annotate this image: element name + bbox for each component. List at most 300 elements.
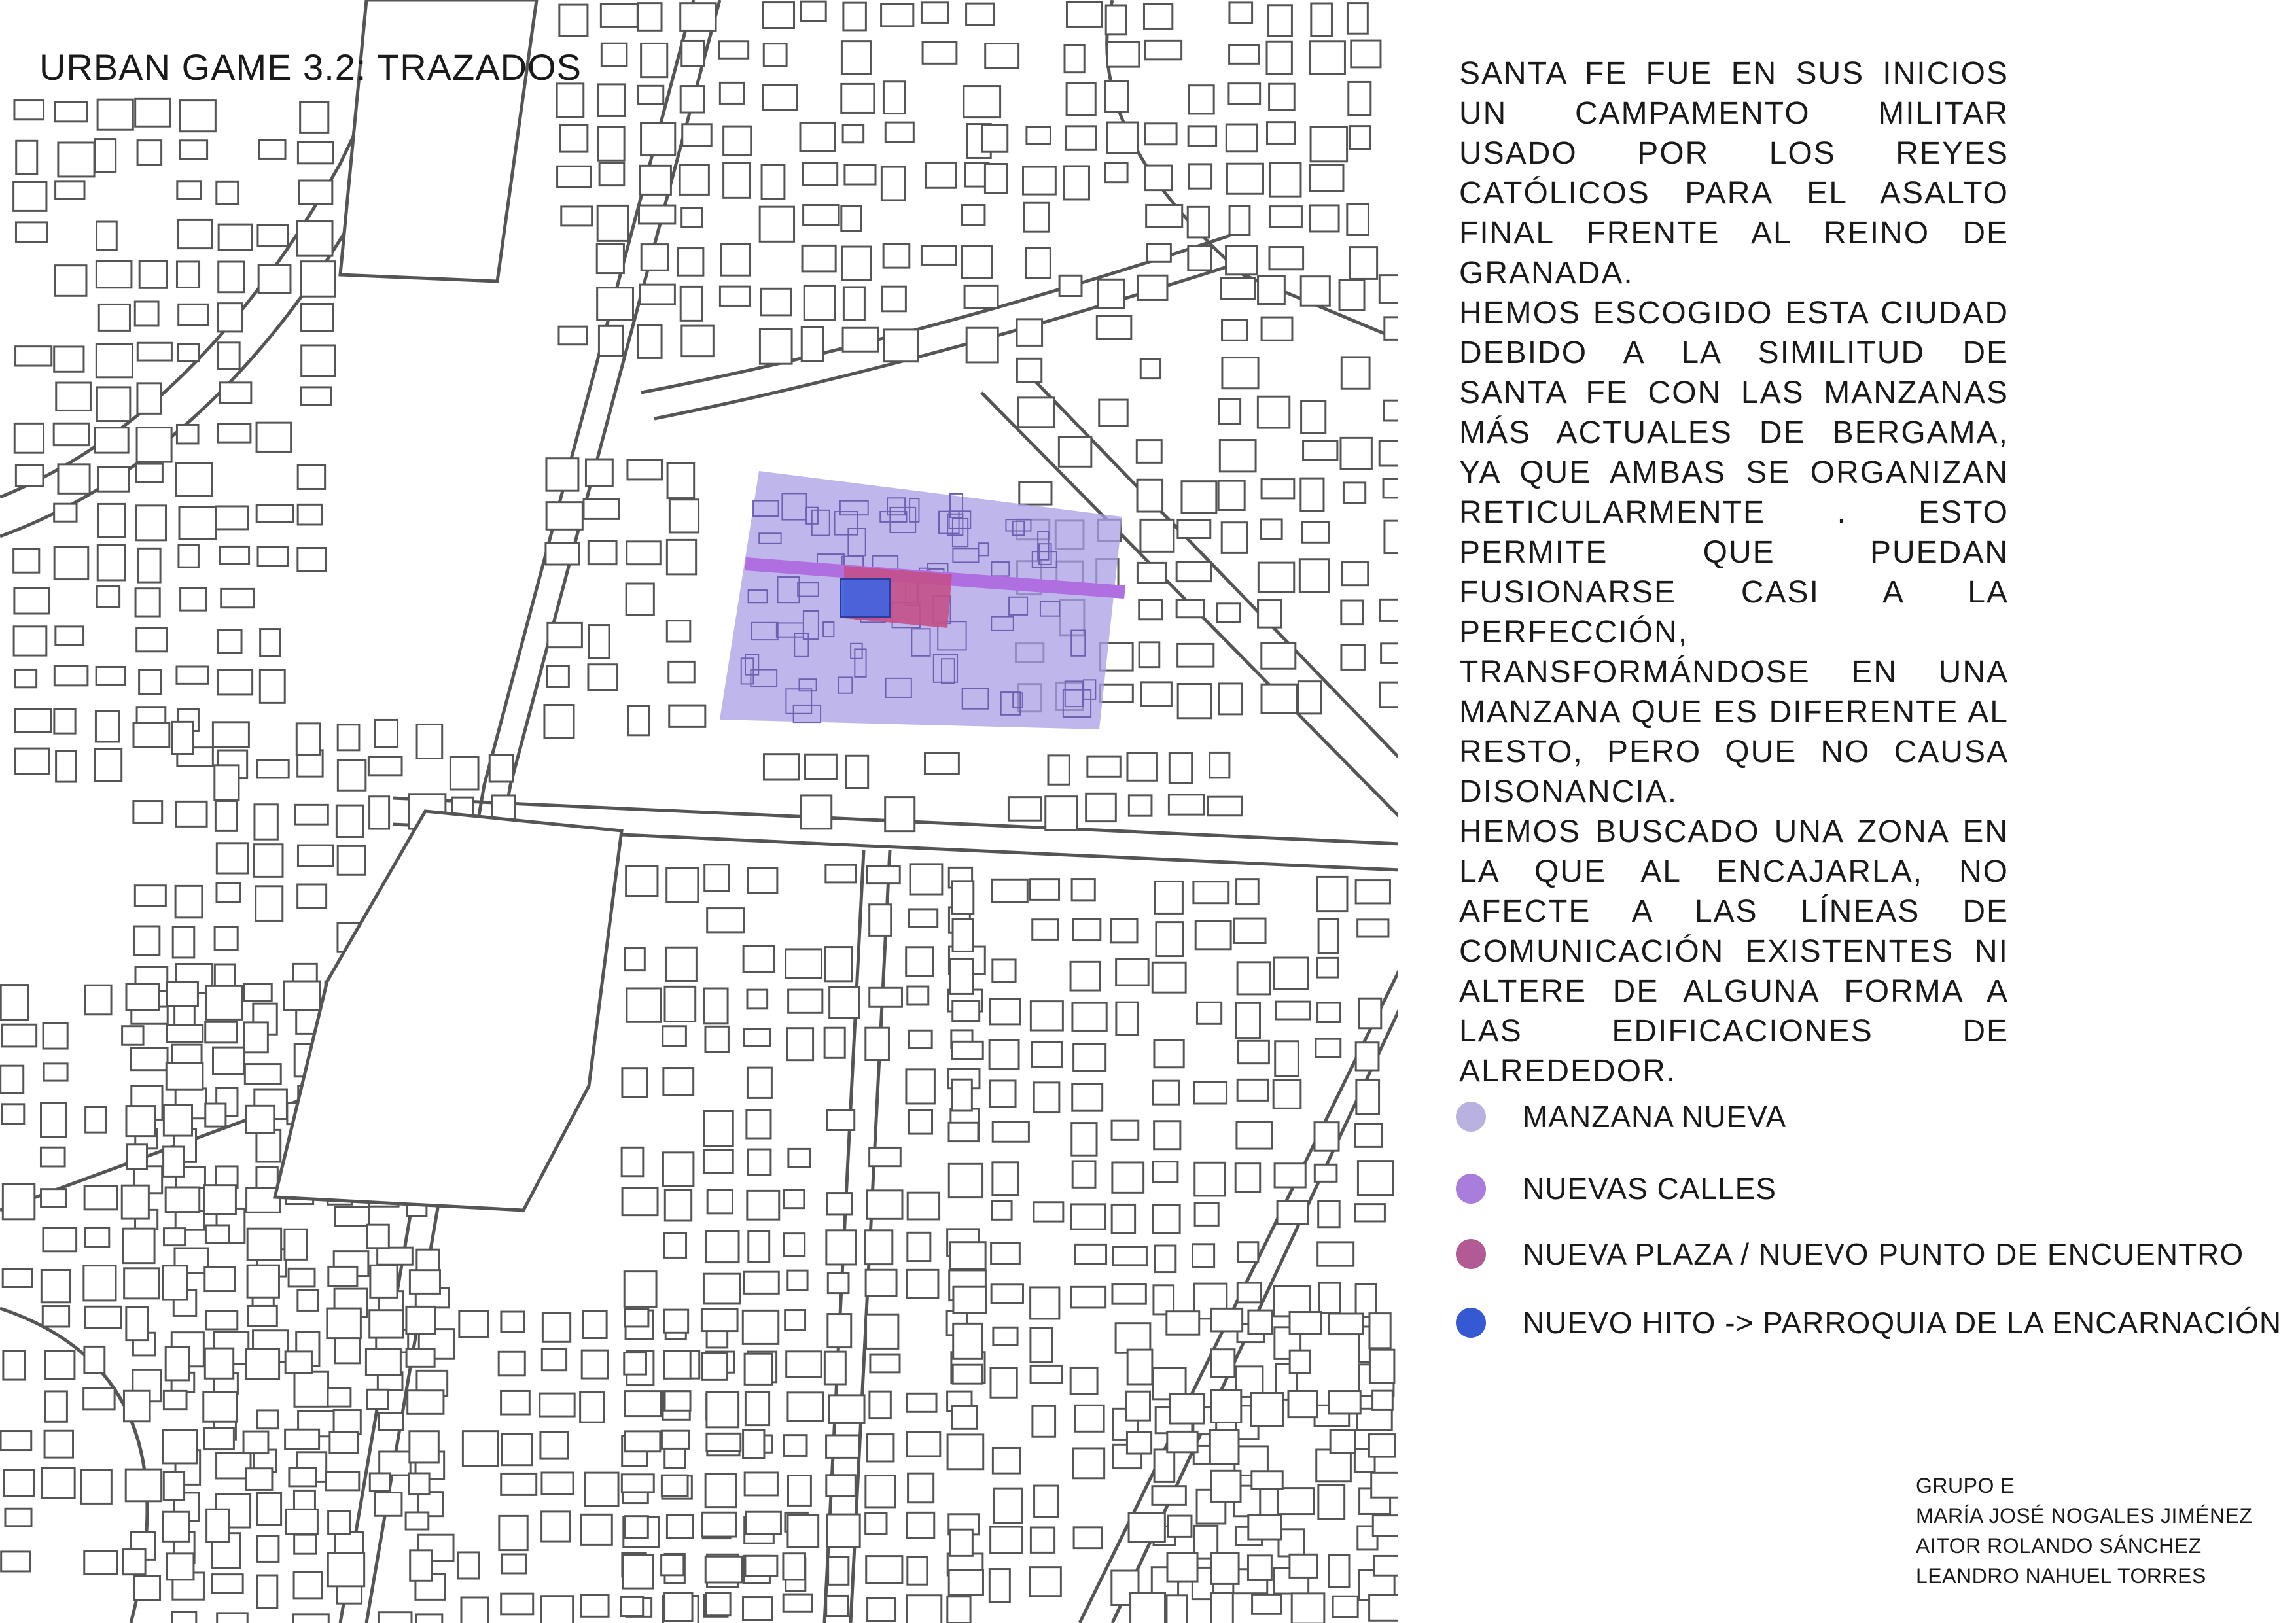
building: [801, 1, 826, 21]
building: [743, 1597, 773, 1620]
building: [1301, 478, 1324, 510]
building: [97, 387, 130, 421]
building: [868, 1598, 896, 1621]
building: [14, 101, 44, 120]
building: [841, 84, 874, 113]
building: [43, 1228, 77, 1251]
building: [597, 288, 633, 320]
building: [98, 467, 129, 491]
building: [1067, 2, 1101, 27]
building: [803, 163, 838, 185]
building: [15, 669, 36, 687]
building: [885, 797, 915, 831]
building: [298, 845, 333, 866]
building: [1195, 1162, 1225, 1196]
building: [163, 1512, 189, 1541]
building: [501, 1391, 530, 1414]
building: [982, 125, 1008, 152]
building: [56, 383, 91, 410]
building: [126, 1106, 155, 1136]
building: [680, 3, 716, 31]
building: [707, 909, 744, 932]
building: [1273, 1080, 1301, 1109]
building: [1302, 522, 1329, 542]
building: [1211, 1553, 1239, 1584]
building: [746, 1512, 781, 1534]
building: [1303, 441, 1337, 460]
building: [1341, 645, 1364, 670]
building: [1171, 1394, 1204, 1423]
building: [1318, 1485, 1345, 1519]
building: [1262, 317, 1292, 340]
description-text: [1459, 54, 2009, 1091]
building: [624, 1272, 656, 1307]
building: [1073, 1448, 1104, 1478]
building: [245, 984, 272, 1002]
building: [1167, 1553, 1197, 1582]
building: [256, 886, 283, 921]
building: [662, 1555, 684, 1575]
building: [289, 1468, 316, 1486]
building: [1238, 1242, 1258, 1262]
building: [461, 1597, 488, 1623]
building: [328, 1266, 357, 1285]
building: [1237, 1283, 1261, 1302]
building: [1178, 684, 1211, 718]
building: [328, 1388, 351, 1406]
building: [1329, 1314, 1363, 1335]
building: [1, 985, 28, 1021]
building: [1074, 1044, 1106, 1071]
building: [1356, 881, 1390, 903]
building: [680, 86, 704, 113]
building: [212, 1575, 243, 1593]
building: [131, 1048, 168, 1070]
building: [542, 1313, 570, 1342]
building: [1030, 1567, 1061, 1596]
building: [1211, 1308, 1243, 1331]
building: [221, 589, 254, 607]
building: [1075, 1405, 1104, 1431]
building: [949, 1164, 982, 1197]
building: [1137, 440, 1161, 463]
building: [559, 326, 587, 345]
building: [1356, 1284, 1376, 1317]
building: [1226, 124, 1257, 152]
building: [546, 543, 580, 565]
building: [993, 1327, 1017, 1345]
building: [179, 304, 208, 325]
building: [96, 344, 132, 377]
building: [783, 1554, 805, 1580]
building: [298, 465, 325, 489]
building: [1034, 1202, 1063, 1221]
building: [136, 506, 166, 540]
building: [85, 1306, 121, 1328]
building: [294, 1535, 316, 1554]
building: [1031, 1287, 1059, 1319]
building: [97, 587, 119, 608]
building: [1145, 41, 1181, 60]
building: [220, 383, 251, 404]
building: [625, 949, 645, 971]
building: [410, 1550, 432, 1580]
building: [1379, 441, 1400, 466]
building: [989, 1040, 1019, 1070]
building: [845, 165, 875, 184]
building: [256, 1493, 281, 1525]
building: [1, 1066, 24, 1092]
building: [667, 463, 694, 498]
description-paragraph: SANTA FE FUE EN SUS INICIOS UN CAMPAMENTO MILITAR USADO POR LOS REYES CATÓLICOS PARA EL ASALTO FINAL FRENTE AL REINO DE GRANADA.: [1459, 56, 2009, 290]
building: [627, 460, 662, 479]
building: [1105, 81, 1128, 111]
building: [410, 1431, 438, 1463]
building: [163, 1266, 187, 1300]
building: [1066, 126, 1096, 150]
building: [1017, 319, 1042, 346]
building: [1167, 1596, 1187, 1623]
building: [1310, 41, 1345, 74]
building: [293, 1614, 328, 1623]
building: [502, 1554, 526, 1573]
building: [1139, 600, 1162, 620]
building: [1218, 481, 1245, 510]
building: [705, 865, 730, 891]
building: [299, 181, 332, 204]
building: [301, 262, 335, 297]
building: [1034, 1083, 1059, 1113]
building: [406, 1512, 429, 1529]
building: [881, 4, 913, 26]
building: [205, 1428, 234, 1450]
building: [1197, 1002, 1221, 1024]
legend-item-nueva-plaza: [1456, 1236, 2244, 1272]
building: [1235, 1164, 1260, 1192]
building: [54, 347, 84, 372]
building: [216, 506, 248, 529]
building: [907, 1393, 936, 1412]
building: [1072, 1161, 1095, 1187]
building: [3, 1269, 32, 1287]
credits: [1916, 1471, 2252, 1591]
building: [883, 82, 905, 114]
building: [580, 1393, 604, 1423]
building: [370, 797, 389, 829]
building: [1211, 1471, 1241, 1501]
building: [205, 1022, 237, 1043]
building: [1137, 563, 1165, 582]
building: [1371, 1473, 1400, 1497]
building: [1290, 1350, 1310, 1373]
building: [410, 1270, 440, 1294]
building: [992, 879, 1028, 901]
building: [1154, 1121, 1180, 1149]
building: [966, 3, 995, 25]
building: [589, 625, 609, 659]
building: [1153, 1081, 1179, 1104]
building: [213, 1047, 243, 1073]
building: [1074, 1527, 1102, 1548]
building: [1262, 642, 1296, 669]
building: [367, 1225, 389, 1248]
building: [907, 1270, 938, 1298]
building: [1234, 918, 1265, 943]
building: [1144, 4, 1172, 29]
building: [1073, 919, 1101, 940]
building: [501, 1312, 524, 1332]
building: [953, 1323, 983, 1359]
building: [298, 548, 326, 571]
building: [1075, 1244, 1106, 1264]
building: [1258, 563, 1294, 592]
building: [1099, 400, 1127, 426]
building: [204, 1185, 236, 1215]
building: [745, 1392, 769, 1425]
building: [598, 127, 624, 161]
building: [990, 999, 1020, 1024]
building: [302, 304, 333, 331]
building: [1211, 1593, 1233, 1623]
building: [804, 285, 835, 320]
building: [1349, 82, 1371, 115]
building: [662, 1475, 688, 1496]
building: [298, 1290, 319, 1310]
building: [1189, 164, 1212, 188]
building: [1275, 1041, 1299, 1077]
building: [546, 459, 578, 491]
building: [56, 751, 76, 782]
building: [417, 724, 442, 758]
building: [1059, 437, 1091, 466]
building: [286, 1509, 317, 1533]
building: [865, 1230, 892, 1265]
building: [827, 1514, 860, 1547]
building: [870, 1355, 900, 1372]
building: [829, 1395, 864, 1423]
building: [1278, 1488, 1313, 1514]
building: [703, 1274, 739, 1304]
building: [1031, 1002, 1063, 1030]
building: [180, 141, 207, 159]
building: [1270, 163, 1301, 196]
building: [416, 1614, 442, 1623]
building: [1146, 205, 1182, 227]
building: [547, 666, 569, 687]
building: [1369, 1350, 1394, 1383]
building: [296, 724, 320, 755]
building: [953, 919, 973, 951]
building: [257, 1536, 279, 1562]
building: [953, 1365, 982, 1384]
legend-label: NUEVO HITO -> PARROQUIA DE LA ENCARNACIÓN: [1523, 1306, 2282, 1340]
building: [764, 754, 799, 780]
building: [14, 182, 46, 211]
building: [1019, 482, 1051, 504]
building: [785, 1310, 805, 1330]
building: [176, 463, 212, 496]
building: [379, 1412, 403, 1430]
building: [257, 1575, 277, 1608]
building: [669, 661, 694, 682]
building: [255, 805, 277, 839]
building: [1226, 246, 1258, 275]
building: [885, 122, 913, 142]
building: [139, 670, 161, 694]
building: [1310, 205, 1339, 232]
building: [1156, 922, 1183, 956]
building: [1347, 3, 1368, 34]
building: [164, 1391, 186, 1409]
building: [1017, 358, 1041, 381]
building: [926, 162, 956, 188]
building: [463, 1431, 498, 1466]
building: [375, 1493, 402, 1516]
building: [1116, 1002, 1138, 1035]
building: [1341, 357, 1369, 389]
building: [177, 181, 201, 199]
building: [1070, 1367, 1097, 1393]
building: [784, 1435, 807, 1456]
building: [1169, 754, 1192, 784]
building: [1318, 1242, 1354, 1266]
legend-item-manzana-nueva: [1456, 1099, 1786, 1134]
building: [1152, 1486, 1186, 1505]
building: [256, 1130, 281, 1162]
building: [1356, 1043, 1379, 1070]
building: [843, 124, 864, 142]
building: [1145, 166, 1172, 190]
building: [99, 304, 130, 330]
building: [1267, 41, 1292, 74]
building: [991, 1285, 1023, 1303]
building: [178, 344, 199, 361]
building: [964, 285, 998, 307]
building: [215, 765, 239, 801]
building: [962, 205, 985, 225]
building: [641, 123, 675, 156]
building: [678, 249, 703, 276]
building: [597, 205, 628, 241]
building: [1112, 919, 1137, 943]
building: [56, 627, 84, 645]
building: [45, 1351, 75, 1379]
building: [294, 1490, 315, 1509]
building: [1100, 684, 1133, 702]
building: [218, 670, 253, 695]
building: [368, 1389, 388, 1409]
building: [1140, 519, 1174, 551]
building: [993, 1162, 1018, 1195]
building: [664, 1351, 690, 1378]
building: [45, 1391, 67, 1422]
building: [805, 754, 837, 779]
building: [1276, 1002, 1310, 1019]
building: [328, 1511, 350, 1533]
building: [205, 1225, 229, 1243]
building: [907, 1596, 942, 1623]
building: [906, 947, 934, 977]
building: [96, 261, 132, 288]
building: [908, 1473, 934, 1503]
building: [788, 1476, 811, 1506]
building: [2, 1024, 37, 1047]
building: [703, 1150, 733, 1174]
building: [1152, 962, 1186, 992]
building: [1310, 165, 1343, 191]
building: [1031, 1328, 1052, 1363]
building: [1248, 1310, 1272, 1333]
building: [177, 262, 199, 288]
building: [586, 459, 612, 485]
building: [1059, 275, 1082, 296]
building: [921, 3, 948, 23]
building: [164, 1229, 185, 1246]
building: [1229, 45, 1260, 63]
building: [259, 140, 285, 159]
building: [1237, 879, 1259, 905]
building: [1261, 519, 1282, 539]
building: [1178, 520, 1210, 538]
building: [1189, 86, 1214, 114]
building: [625, 1309, 648, 1327]
building: [1139, 642, 1159, 667]
building: [1026, 248, 1050, 279]
building: [743, 946, 774, 971]
building: [1252, 1594, 1281, 1614]
building: [638, 86, 663, 103]
building: [1127, 753, 1157, 780]
building: [953, 1287, 986, 1313]
building: [825, 947, 852, 981]
building: [14, 588, 49, 614]
building: [220, 546, 249, 563]
building: [1298, 682, 1321, 714]
building: [764, 44, 786, 66]
building: [289, 1268, 315, 1287]
building: [1137, 480, 1163, 512]
building: [175, 1211, 204, 1230]
building: [1086, 794, 1116, 821]
building: [133, 723, 169, 747]
building: [1262, 480, 1294, 498]
building: [1316, 1450, 1351, 1482]
building: [788, 990, 822, 1013]
building: [1194, 1082, 1226, 1104]
building: [761, 288, 792, 315]
building: [244, 1022, 268, 1053]
building: [126, 984, 160, 1010]
building: [800, 122, 835, 150]
building: [179, 545, 199, 568]
building: [257, 760, 289, 778]
building: [1269, 84, 1295, 110]
building: [16, 748, 50, 774]
building: [1129, 1513, 1165, 1542]
building: [540, 1432, 569, 1459]
building: [1048, 756, 1069, 784]
building: [1153, 1162, 1178, 1182]
building: [54, 547, 88, 580]
building: [663, 1153, 693, 1186]
building: [1347, 204, 1369, 235]
legend-item-nuevas-calles: [1456, 1171, 1776, 1206]
building: [581, 1595, 609, 1617]
building: [707, 1433, 741, 1451]
building: [830, 987, 859, 1019]
building: [1227, 164, 1263, 194]
building: [1192, 1244, 1214, 1268]
